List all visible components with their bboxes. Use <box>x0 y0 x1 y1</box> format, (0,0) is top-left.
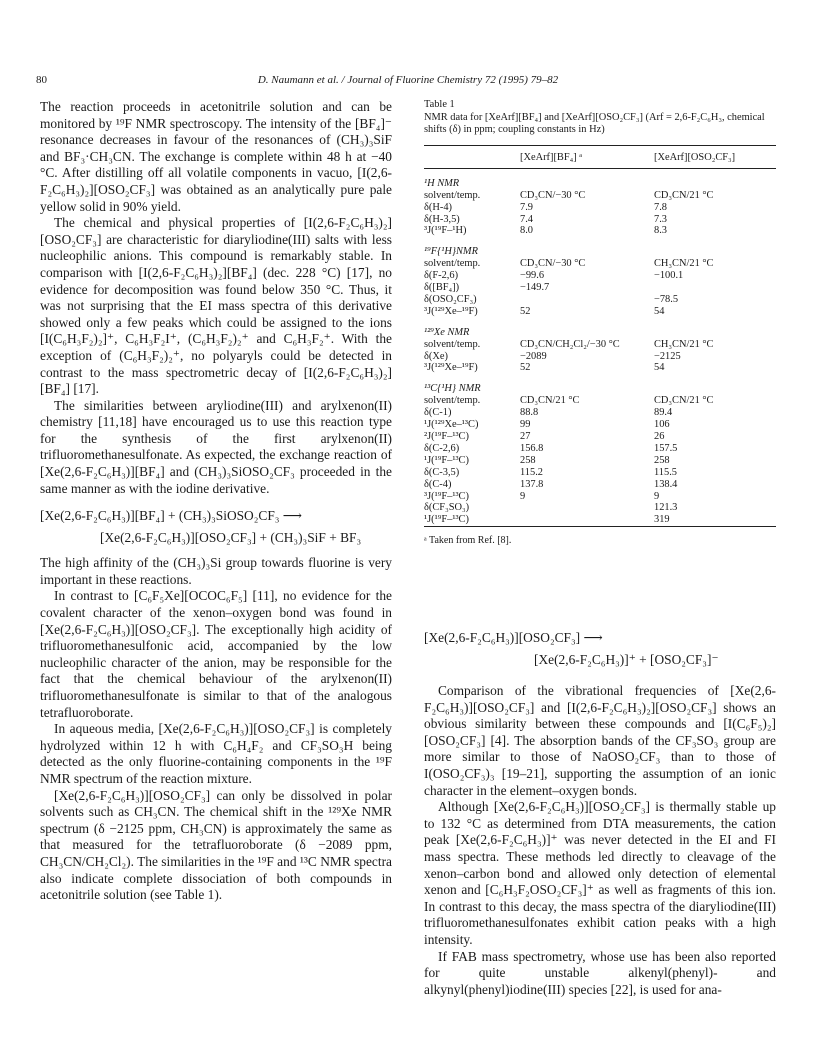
header-cell: [XeArf][OSO₂CF₃] <box>654 151 736 163</box>
table-row <box>424 491 776 503</box>
table-cell: CH₃CN/21 °C <box>654 258 714 270</box>
table-cell: δ(H-4) <box>424 201 452 213</box>
table-row <box>424 270 776 282</box>
section-label: ¹²⁹Xe NMR <box>424 326 470 338</box>
table-row <box>424 306 776 318</box>
table-section-row <box>424 374 776 395</box>
table-cell: CD₃CN/CH₂Cl₂/−30 °C <box>520 338 620 350</box>
table-section-row <box>424 168 776 189</box>
table-row <box>424 407 776 419</box>
table-cell: 9 <box>520 490 526 502</box>
paragraph: Although [Xe(2,6-F₂C₆H₃)][OSO₂CF₃] is thermally stable up to 132 °C as determined from DTA measurements, the cation peak [Xe(2,6-F₂C₆H₃)]⁺ was never detected in the EI and FI mass spectra. These methods led directly to cleavage of the xenon–carbon bond and allowed only detection of elemental xenon and [C₆H₃F₂OSO₂CF₃]⁺ as well as fragments of this ion. In contrast to this decay, the mass spectra of the diaryliodine(III) trifluoromethanesulfonates exhibit cation peaks with a high intensity. <box>424 799 776 947</box>
table-cell <box>520 502 654 514</box>
table-cell: solvent/temp. <box>424 189 481 201</box>
equation-line: [Xe(2,6-F₂C₆H₃)][OSO₂CF₃] + (CH₃)₃SiF + BF₃ <box>100 530 362 546</box>
running-title: D. Naumann et al. / Journal of Fluorine Chemistry 72 (1995) 79–82 <box>257 74 559 86</box>
table-row <box>424 443 776 455</box>
table-row <box>424 258 776 270</box>
table-cell: CD₃CN/21 °C <box>654 189 714 201</box>
table-cell: 54 <box>654 305 665 317</box>
table-cell: 7.8 <box>654 201 667 213</box>
table-caption <box>424 99 776 137</box>
table-cell: δ(C-2,6) <box>424 442 460 454</box>
table-section-row <box>424 318 776 339</box>
table-row <box>424 467 776 479</box>
header-cell <box>424 145 520 168</box>
equation-2 <box>424 629 776 669</box>
running-header <box>0 74 816 90</box>
table-cell: ³J(¹⁹F–¹H) <box>424 225 467 237</box>
table-cell: 115.2 <box>520 466 543 478</box>
table-cell: δ(H-3,5) <box>424 213 460 225</box>
table-cell: −2089 <box>520 350 547 362</box>
table-cell: 137.8 <box>520 478 544 490</box>
paragraph: The similarities between aryliodine(III) and arylxenon(II) chemistry [11,18] have encouraged us to use this reaction type for the synthesis of the first arylxenon(II) trifluoromethanesulfonate. As expected, the exchange reaction of [Xe(2,6-F₂C₆H₃)][BF₄] and (CH₃)₃SiOSO₂CF₃ proceeded in the same manner as with the iodine derivative. <box>40 397 392 496</box>
table-cell: CH₃CN/21 °C <box>654 338 714 350</box>
table-cell: 88.8 <box>520 407 539 419</box>
table-cell: 8.3 <box>654 225 667 237</box>
table-row <box>424 514 776 526</box>
table-cell: 138.4 <box>654 478 678 490</box>
table-cell: 156.8 <box>520 442 544 454</box>
table-cell: CD₃CN/21 °C <box>520 395 580 407</box>
table-cell: ³J(¹²⁹Xe–¹⁹F) <box>424 305 478 317</box>
paragraph: [Xe(2,6-F₂C₆H₃)][OSO₂CF₃] can only be dissolved in polar solvents such as CH₃CN. The chemical shift in the ¹²⁹Xe NMR spectrum (δ −2125 ppm, CH₃CN) is approximately the same as that measured for the tetrafluoroborate (δ −2089 ppm, CH₃CN/CH₂Cl₂). The similarities in the ¹⁹F and ¹³C NMR spectra also indicate complete dissociation of both compounds in acetonitrile solution (see Table 1). <box>40 787 392 903</box>
table-number: Table 1 <box>424 99 455 110</box>
table-cell: −149.7 <box>520 282 550 294</box>
table-row <box>424 351 776 363</box>
table-cell: 115.5 <box>654 466 677 478</box>
page-number: 80 <box>36 74 47 86</box>
table-caption-text: NMR data for [XeArf][BF₄] and [XeArf][OSO₂CF₃] (Arf = 2,6-F₂C₆H₃, chemical shifts (δ) in ppm; coupling constants in Hz) <box>424 111 765 136</box>
table-cell: 26 <box>654 431 665 442</box>
table-row <box>424 202 776 214</box>
table-cell: 99 <box>520 419 531 431</box>
table-cell: 121.3 <box>654 502 678 514</box>
paragraph: In aqueous media, [Xe(2,6-F₂C₆H₃)][OSO₂CF₃] is completely hydrolyzed within 12 h with C₆H₄F₂ and CF₃SO₃H being detected as the only fluorine-containing components in the ¹⁹F NMR spectrum of the reaction mixture. <box>40 721 392 786</box>
table-cell: δ(OSO₂CF₃) <box>424 293 477 305</box>
table-cell: 89.4 <box>654 407 673 419</box>
paragraph: The high affinity of the (CH₃)₃Si group towards fluorine is very important in these reactions. <box>40 555 392 587</box>
equation-line: [Xe(2,6-F₂C₆H₃)][BF₄] + (CH₃)₃SiOSO₂CF₃ ⟶ <box>40 508 302 524</box>
table-row <box>424 214 776 226</box>
data-table <box>424 145 776 527</box>
table-cell: solvent/temp. <box>424 258 481 270</box>
table-cell: ³J(¹²⁹Xe–¹⁹F) <box>424 362 478 374</box>
table-cell: CD₃CN/−30 °C <box>520 189 586 201</box>
paragraph: If FAB mass spectrometry, whose use has been also reported for quite unstable alkenyl(phenyl)- and alkynyl(phenyl)iodine(III) species [22], is used for ana- <box>424 948 776 997</box>
paragraph: The chemical and physical properties of [I(2,6-F₂C₆H₃)₂][OSO₂CF₃] are characteristic for diaryliodine(III) salts with less nucleophilic anions. This compound is remarkably stable. In comparison with [I(2,6-F₂C₆H₃)₂][BF₄] (dec. 228 °C) [17], no evidence for decomposition was found below 350 °C. Thus, it was not surprising that the EI mass spectra of this derivative showed only a few peaks which could be assigned to the ions [I(C₆H₃F₂)₂]⁺, C₆H₃F₂I⁺, (C₆H₃F₂)₂⁺ and C₆H₃F₂⁺. With the exception of (C₆H₃F₂)₂⁺, no polyaryls could be detected in contrast to the mass spectrometric decay of [I(2,6-F₂C₆H₃)₂][BF₄] [17]. <box>40 215 392 397</box>
table-cell: δ(CF₃SO₃) <box>424 502 470 514</box>
paragraph: Comparison of the vibrational frequencies of [Xe(2,6-F₂C₆H₃)][OSO₂CF₃] and [I(2,6-F₂C₆H₃)₂][OSO₂CF₃] shows an obvious similarity between these compounds and [I(C₆F₅)₂][OSO₂CF₃] [4]. The absorption bands of the CF₃SO₃ group are more similar to those of NaOSO₂CF₃ than to those of I(OSO₂CF₃)₃ [19–21], supporting the assumption of an ionic character in the element–oxygen bonds. <box>424 683 776 798</box>
table-cell: δ(C-4) <box>424 478 452 490</box>
section-label: ¹H NMR <box>424 177 460 189</box>
table-cell: 52 <box>520 305 531 317</box>
equation-line: [Xe(2,6-F₂C₆H₃)]⁺ + [OSO₂CF₃]⁻ <box>534 652 719 667</box>
table-cell: δ(C-1) <box>424 407 452 419</box>
table-cell: ¹J(¹⁹F–¹³C) <box>424 514 469 526</box>
table-cell <box>520 514 654 526</box>
table-cell <box>654 282 776 294</box>
table-footnote: ᵃ Taken from Ref. [8]. <box>424 535 512 547</box>
table-section-row <box>424 237 776 258</box>
table-cell <box>520 294 654 306</box>
left-column <box>40 99 392 904</box>
table-cell: δ([BF₄]) <box>424 282 460 294</box>
table-cell: 27 <box>520 431 531 442</box>
equation-line: [Xe(2,6-F₂C₆H₃)][OSO₂CF₃] ⟶ <box>424 630 603 645</box>
table-cell: solvent/temp. <box>424 395 481 407</box>
table-row <box>424 294 776 306</box>
table-cell: −99.6 <box>520 270 545 282</box>
table-cell: 157.5 <box>654 442 678 454</box>
table-row <box>424 225 776 237</box>
table-row <box>424 502 776 514</box>
table-row <box>424 431 776 443</box>
table-cell: 106 <box>654 419 670 431</box>
table-header-row <box>424 145 776 168</box>
table-cell: solvent/temp. <box>424 338 481 350</box>
section-label: ¹⁹F{¹H}NMR <box>424 246 478 258</box>
table-row <box>424 455 776 467</box>
table-cell: δ(F-2,6) <box>424 270 459 282</box>
table-cell: 258 <box>520 454 536 466</box>
table-body <box>424 168 776 526</box>
table-cell: δ(C-3,5) <box>424 466 460 478</box>
right-column <box>424 629 776 998</box>
table-cell: 258 <box>654 454 670 466</box>
table-cell: −100.1 <box>654 270 684 282</box>
table-cell: CD₃CN/−30 °C <box>520 258 586 270</box>
table-cell: CD₃CN/21 °C <box>654 395 714 407</box>
paragraph: In contrast to [C₆F₅Xe][OCOC₆F₅] [11], no evidence for the covalent character of the xenon–oxygen bond was found in [Xe(2,6-F₂C₆H₃)][OSO₂CF₃]. The exceptionally high acidity of trifluoromethanesulfonic acid, accompanied by the low nucleophilic character of the anion, may be responsible for the fact that the chemical behaviour of the arylxenon(II) trifluoromethanesulfonate is similar to that of the analogous tetrafluoroborate. <box>40 588 392 720</box>
table-cell: ²J(¹⁹F–¹³C) <box>424 431 469 442</box>
table-cell: 54 <box>654 362 665 374</box>
table-cell: −2125 <box>654 350 681 362</box>
table-cell: 7.9 <box>520 201 533 213</box>
table-cell: 7.3 <box>654 213 667 225</box>
table-cell: 319 <box>654 514 670 526</box>
section-label: ¹³C{¹H} NMR <box>424 383 481 395</box>
table-cell: 7.4 <box>520 213 533 225</box>
paragraph: The reaction proceeds in acetonitrile solution and can be monitored by ¹⁹F NMR spectroscopy. The intensity of the [BF₄]⁻ resonance decreases in favour of the resonances of (CH₃)₃SiF and BF₃·CH₃CN. The exchange is complete within 48 h at −40 °C. After distilling off all volatile components in vacuo, [I(2,6-F₂C₆H₃)₂][OSO₂CF₃] was obtained as an analytically pure pale yellow solid in 90% yield. <box>40 99 392 214</box>
table-cell: δ(Xe) <box>424 350 448 362</box>
header-cell: [XeArf][BF₄] ᵃ <box>520 151 583 163</box>
table-cell: ¹J(¹²⁹Xe–¹³C) <box>424 419 479 431</box>
table-row <box>424 282 776 294</box>
table-row <box>424 362 776 374</box>
table-cell: ¹J(¹⁹F–¹³C) <box>424 454 469 466</box>
table-row <box>424 479 776 491</box>
table-cell: 52 <box>520 362 531 374</box>
table-row <box>424 190 776 202</box>
table-cell: 8.0 <box>520 225 533 237</box>
table-row <box>424 395 776 407</box>
nmr-table <box>424 99 776 546</box>
table-cell: −78.5 <box>654 293 679 305</box>
table-cell: ³J(¹⁹F–¹³C) <box>424 490 469 502</box>
table-row <box>424 339 776 351</box>
equation-1 <box>40 507 392 547</box>
table-row <box>424 419 776 431</box>
table-cell: 9 <box>654 490 660 502</box>
